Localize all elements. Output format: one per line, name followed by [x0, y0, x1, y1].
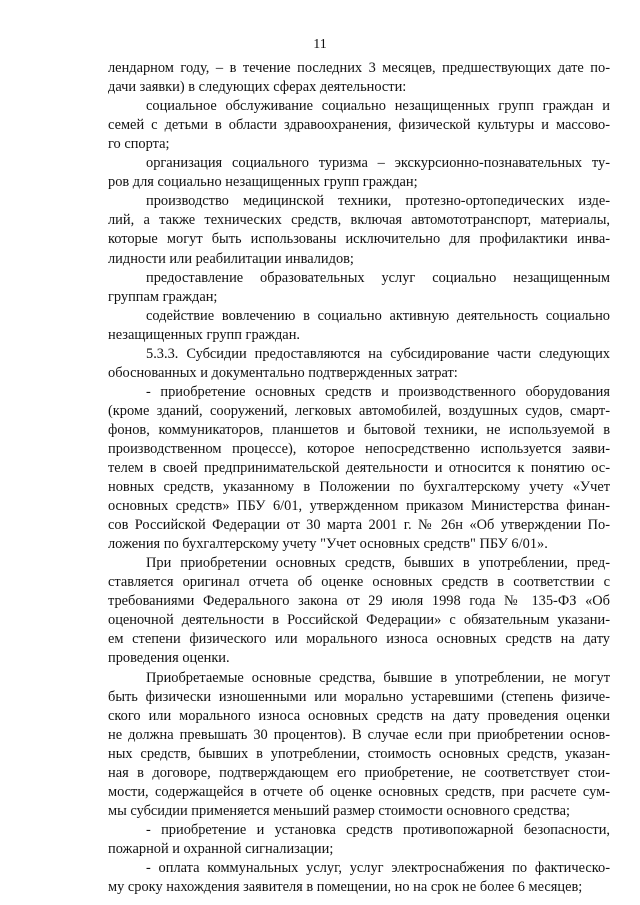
text-line: - оплата коммунальных услуг, услуг электроснабжения по фактическо- — [146, 860, 610, 876]
text-line: пожарной и охранной сигнализации; — [108, 840, 334, 857]
text-line: лидности или реабилитации инвалидов; — [108, 250, 354, 267]
text-line: лендарном году, – в течение последних 3 месяцев, предшествующих дате по- — [108, 60, 610, 76]
text-line: 5.3.3. Субсидии предоставляются на субсидирование части следующих — [146, 345, 610, 362]
text-line: обоснованных и документально подтвержденных затрат: — [108, 364, 458, 381]
text-line: - приобретение и установка средств противопожарной безопасности, — [146, 821, 610, 838]
text-line: быть физически изношенными или морально устаревшими (степень физиче- — [108, 688, 610, 705]
text-line: дачи заявки) в следующих сферах деятельности: — [108, 79, 407, 95]
text-line: мы субсидии применяется меньший размер стоимости основного средства; — [108, 802, 571, 819]
text-line: ем степени физического или морального износа основных средств на дату — [108, 631, 610, 648]
text-line: организация социального туризма – экскурсионно-познавательных ту- — [146, 155, 610, 172]
text-line: социальное обслуживание социально незащищенных групп граждан и — [146, 98, 610, 115]
text-line: которые могут быть использованы исключительно для профилактики инва- — [108, 231, 610, 248]
text-line: производственном процессе), которое непосредственно используется заяви- — [108, 440, 610, 457]
text-line: ского или морального износа основных средств на дату проведения оценки — [108, 707, 610, 724]
text-line: содействие вовлечению в социально активную деятельность социально — [146, 307, 610, 324]
text-line: ная в договоре, подтверждающем его приобретение, не соответствует стои- — [108, 764, 610, 781]
text-line: не должна превышать 30 процентов). В случае если при приобретении основ- — [108, 726, 610, 743]
text-line: мости, содержащейся в отчете об оценке основных средств, при расчете сум- — [108, 783, 610, 800]
text-line: (кроме зданий, сооружений, легковых автомобилей, воздушных судов, смарт- — [108, 402, 610, 419]
text-line: сов Российской Федерации от 30 марта 2001 г. № 26н «Об утверждении По- — [108, 517, 610, 534]
text-line: ных средств, бывших в употреблении, стоимость основных средств, указан- — [108, 745, 610, 762]
text-line: ложения по бухгалтерскому учету "Учет основных средств" ПБУ 6/01». — [108, 536, 548, 553]
text-line: семей с детьми в области здравоохранения, физической культуры и массово- — [108, 117, 610, 134]
text-line: лий, а также технических средств, включая автомототранспорт, материалы, — [108, 212, 610, 229]
text-line: новных средств, указанному в Положении по бухгалтерскому учету «Учет — [108, 479, 610, 495]
text-line: фонов, коммуникаторов, планшетов и бытовой техники, не используемой в — [108, 421, 610, 438]
text-line: телем в своей предпринимательской деятельности и относится к понятию ос- — [108, 460, 610, 476]
text-line: предоставление образовательных услуг социально незащищенным — [146, 269, 610, 286]
text-line: При приобретении основных средств, бывших в употреблении, пред- — [146, 555, 610, 572]
text-line: ров для социально незащищенных групп граждан; — [108, 174, 418, 191]
text-line: требованиями Федерального закона от 29 июля 1998 года № 135-ФЗ «Об — [108, 593, 610, 610]
text-line: производство медицинской техники, протезно-ортопедических изде- — [146, 193, 610, 210]
text-line: - приобретение основных средств и производственного оборудования — [146, 383, 610, 400]
text-line: группам граждан; — [108, 288, 218, 305]
text-line: оценочной деятельности в Российской Федерации» с обязательным указани- — [108, 612, 610, 629]
text-line: незащищенных групп граждан. — [108, 326, 300, 343]
text-line: го спорта; — [108, 136, 170, 153]
page-number: 11 — [313, 37, 327, 52]
text-line: основных средств» ПБУ 6/01, утвержденном приказом Министерства финан- — [108, 498, 610, 515]
text-line: му сроку нахождения заявителя в помещении, но на срок не более 6 месяцев; — [108, 879, 583, 895]
text-line: Приобретаемые основные средства, бывшие в употреблении, не могут — [146, 669, 610, 686]
text-line: ставляется оригинал отчета об оценке основных средств в соответствии с — [108, 574, 610, 591]
text-line: проведения оценки. — [108, 650, 230, 667]
